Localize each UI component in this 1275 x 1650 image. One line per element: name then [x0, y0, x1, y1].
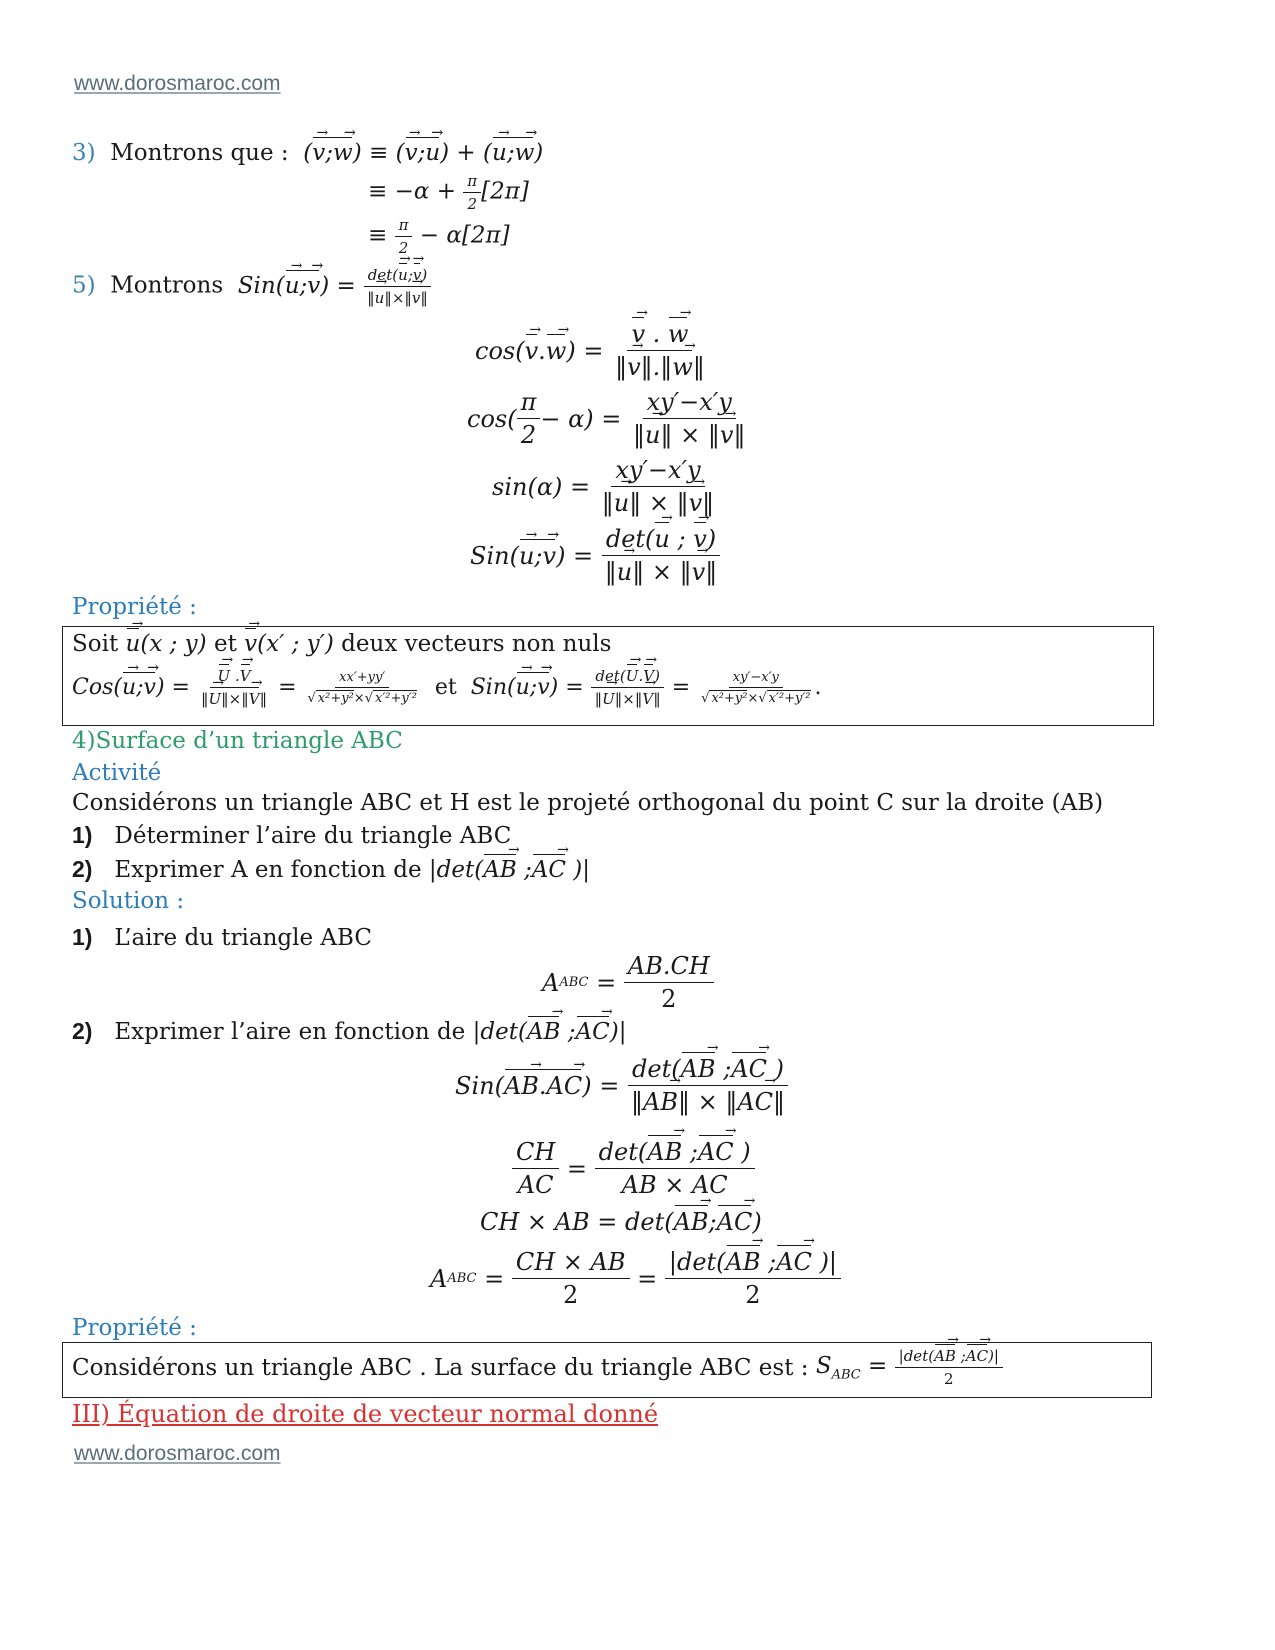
propriete-1-box: [62, 626, 1154, 726]
q3-line2: ≡ −α + $\frac{\pi}{2}$ [2π]: [368, 172, 529, 213]
propriete-2-text: Considérons un triangle ABC . La surface du triangle ABC est :: [72, 1354, 809, 1381]
activite-item-2: 2) Exprimer A en fonction de |det(AB → ;AC → )|: [72, 856, 590, 883]
sol-1-number: 1): [72, 924, 93, 950]
propriete-1-line2: Cos(u →;v → →) = $\frac{U \to .V \to}{‖U \to‖\times‖V \to‖}$ = $\frac{xx'+yy'}{\text{√ x²+y²×√ x′²+y′²}}$ et Sin(u →;v → →) = $\frac{\det(U \to.V \to)}{‖U \to‖\times‖V \to‖}$ = $\frac{xy'-x'y}{\text{√ x²+y²×√ x′²+y′²}}$ .: [72, 667, 822, 708]
footer-url[interactable]: www.dorosmaroc.com: [74, 1442, 281, 1465]
q5-label: Montrons: [110, 272, 224, 299]
item-2-number: 2): [72, 856, 93, 882]
solution-item-2: 2) Exprimer l’aire en fonction de |det(AB → ;AC →)|: [72, 1018, 626, 1045]
sol-1-text: L’aire du triangle ABC: [114, 925, 372, 951]
q3-label: Montrons que :: [110, 140, 289, 166]
solution-item-1: [72, 924, 372, 951]
q3-number: 3): [72, 140, 96, 166]
item-2-text: Exprimer A en fonction de: [114, 857, 422, 883]
header-url[interactable]: www.dorosmaroc.com: [74, 72, 281, 95]
eq-area-det: A ABC = $\frac{CH \times AB}{2}$ = $\frac{|\det(AB \to ;AC \to )|}{2}$: [430, 1248, 841, 1309]
eq-cos-pi2: cos( $\frac{\pi}{2}$ − α) = $\frac{xy'-x'y}{‖u \to‖ \times ‖v \to‖}$: [467, 388, 749, 449]
sol-2-number: 2): [72, 1018, 93, 1044]
activite-item-1: [72, 822, 511, 849]
q3-line1: 3) Montrons que : (v →;w → →) ≡ (v →;u → →) + (u →;w → →): [72, 140, 543, 166]
item-1-number: 1): [72, 822, 93, 848]
section-4-title: 4)Surface d’un triangle ABC: [72, 728, 403, 754]
item-1-text: Déterminer l’aire du triangle ABC: [114, 823, 512, 849]
propriete-1-line1: Soit u →(x ; y) et v →(x′ ; y′) deux vecteurs non nuls: [72, 631, 611, 657]
eq-cos-vw: cos( v → . w → ) = $\frac{v \to . w \to}{‖v \to‖.‖w \to‖}$: [475, 320, 709, 381]
section-3-title[interactable]: III) Équation de droite de vecteur normal donné: [72, 1400, 659, 1428]
propriete-2-title: Propriété :: [72, 1315, 197, 1341]
q5-line: 5) Montrons Sin(u →;v → →) = $\frac{\det(u \to;v \to)}{‖u \to‖\times‖v \to‖}$: [72, 266, 432, 307]
propriete-1-title: Propriété :: [72, 594, 197, 620]
propriete-2-box: [62, 1342, 1152, 1398]
solution-title: Solution :: [72, 888, 185, 914]
activite-title: Activité: [72, 760, 162, 786]
eq-area: A ABC = $\frac{AB.CH}{2}$: [542, 952, 714, 1013]
eq-sin-uv: Sin( u →;v → → ) = $\frac{\det(u \to ; v \to)}{‖u \to‖ \times ‖v \to‖}$: [470, 525, 721, 586]
eq-ch-ac: $\frac{CH}{AC}$ = $\frac{\det(AB \to ;AC \to )}{AB \times AC}$: [512, 1138, 755, 1199]
propriete-2-line: Considérons un triangle ABC . La surface du triangle ABC est : $S_{ABC}$ = $\frac{|\det(AB \to ;AC \to)|}{2}$: [72, 1347, 1003, 1388]
eq-sin-alpha: sin(α) = $\frac{xy'-x'y}{‖u \to‖ \times ‖v \to‖}$: [492, 456, 718, 517]
q5-number: 5): [72, 272, 96, 299]
sol-2-text: Exprimer l’aire en fonction de: [114, 1019, 466, 1045]
eq-ch-ab: CH × AB = det( AB → ; AC → ): [480, 1208, 762, 1236]
q3-line3: ≡ $\frac{\pi}{2}$ − α[2π]: [368, 216, 510, 257]
eq-sin-ab-ac: Sin( AB →.AC → → ) = $\frac{\det(AB \to ;AC \to )}{‖AB \to‖ \times ‖AC \to‖}$: [455, 1055, 789, 1116]
activite-intro: Considérons un triangle ABC et H est le projeté orthogonal du point C sur la droite (AB): [72, 790, 1104, 816]
